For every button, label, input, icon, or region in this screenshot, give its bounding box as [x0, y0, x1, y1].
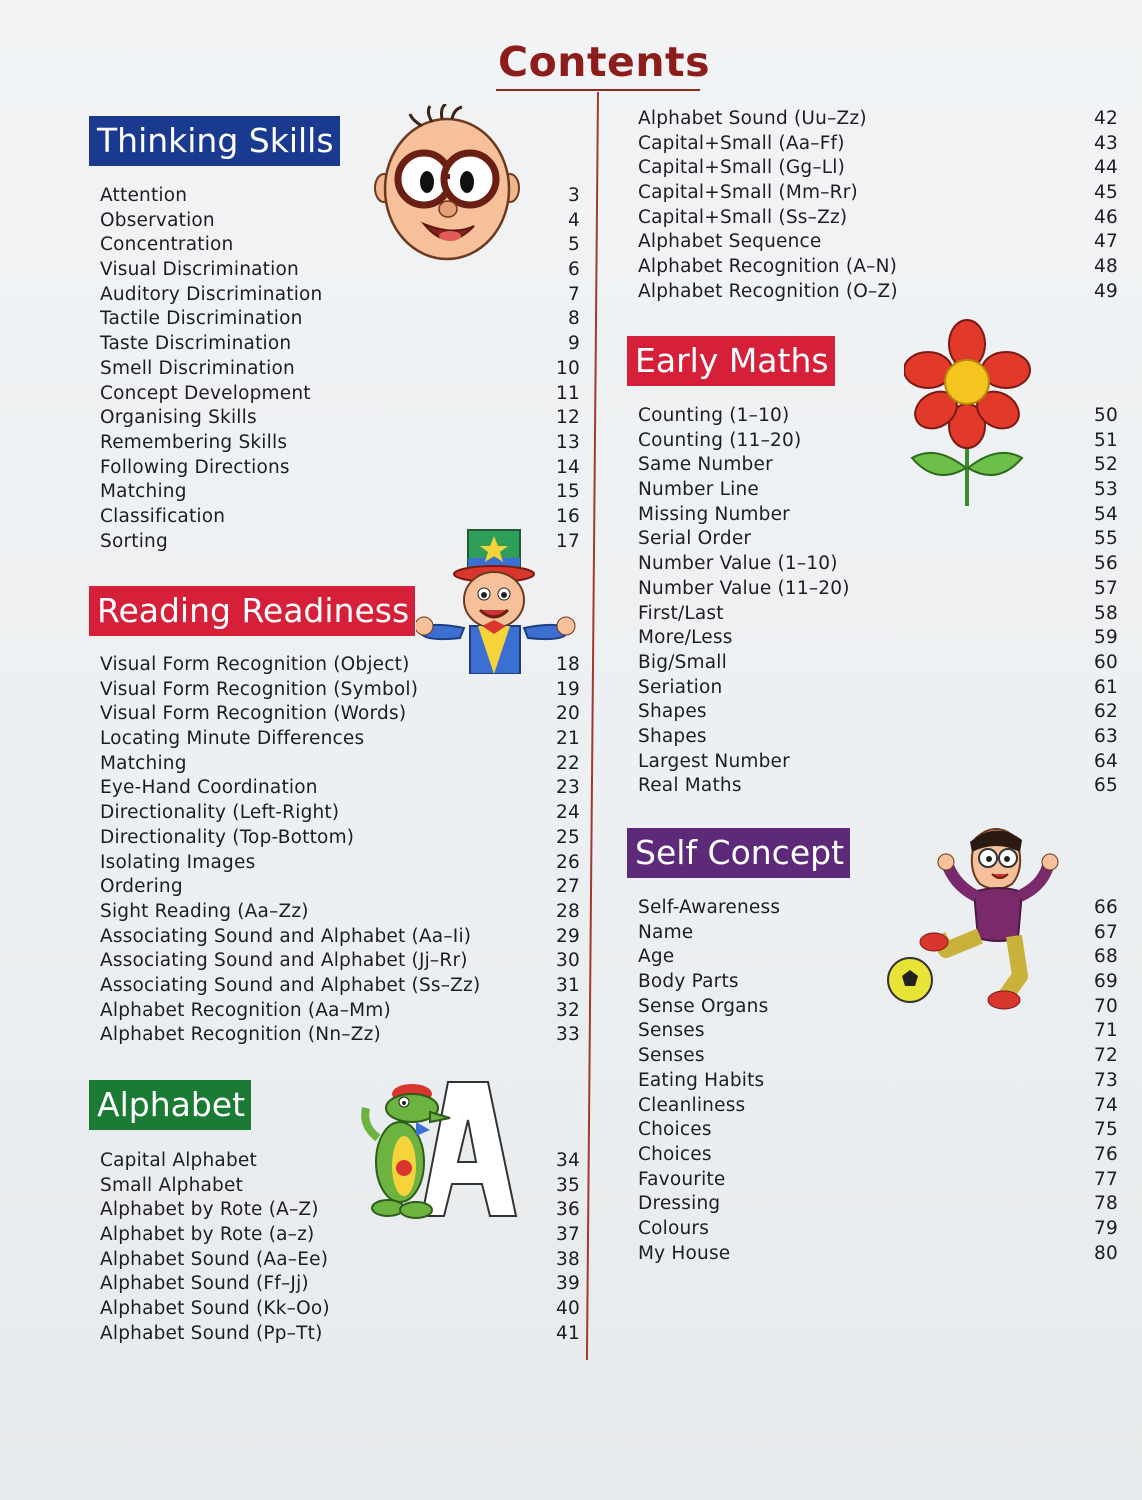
toc-entry-page-number: 3: [568, 185, 580, 206]
toc-entry: [638, 651, 1118, 676]
toc-entry-title: Number Line: [638, 479, 759, 501]
toc-entry-page-number: 44: [1094, 157, 1118, 179]
toc-entry: [638, 429, 1118, 454]
toc-entry-title: Choices: [638, 1143, 712, 1165]
toc-entry-title: Locating Minute Differences: [100, 728, 365, 750]
toc-entry-page-number: 39: [556, 1273, 580, 1295]
toc-entry: [638, 1143, 1118, 1168]
toc-entry-title: Visual Form Recognition (Object): [100, 654, 410, 675]
toc-entry-title: Number Value (1–10): [638, 553, 838, 575]
toc-entry-page-number: 74: [1094, 1094, 1118, 1116]
toc-entry: [638, 478, 1118, 503]
toc-entry: [100, 332, 580, 357]
toc-entry-title: Capital+Small (Gg–Ll): [638, 157, 846, 179]
toc-entry-title: Largest Number: [638, 750, 790, 772]
clown-illustration: [416, 528, 576, 674]
toc-entry-page-number: 69: [1094, 971, 1118, 993]
toc-entry: [100, 1248, 580, 1273]
toc-entry-title: Alphabet Sound (Aa–Ee): [100, 1248, 329, 1270]
toc-entry-page-number: 41: [556, 1322, 580, 1344]
toc-entry: [100, 431, 580, 456]
toc-entry: [638, 280, 1118, 305]
toc-entry: [638, 774, 1118, 799]
toc-entry: [100, 801, 580, 826]
toc-entry-title: Capital Alphabet: [100, 1150, 257, 1171]
toc-entry: [100, 826, 580, 851]
toc-entry-page-number: 40: [556, 1298, 580, 1320]
toc-entry-title: Counting (1–10): [638, 405, 790, 426]
toc-entry-title: Age: [638, 946, 675, 968]
toc-entry-title: Alphabet Sound (Uu–Zz): [638, 108, 867, 129]
toc-entry: [100, 900, 580, 925]
toc-entry-title: Taste Discrimination: [100, 333, 292, 355]
toc-entry: [100, 999, 580, 1024]
toc-list: [100, 653, 580, 1048]
toc-entry: [638, 1217, 1118, 1242]
toc-entry-title: Ordering: [100, 876, 183, 898]
toc-entry: [638, 156, 1118, 181]
toc-entry-title: Associating Sound and Alphabet (Jj–Rr): [100, 950, 468, 972]
toc-entry: [100, 456, 580, 481]
toc-entry: [638, 1094, 1118, 1119]
toc-entry-page-number: 45: [1094, 182, 1118, 204]
toc-entry: [638, 577, 1118, 602]
toc-entry-title: Alphabet Sequence: [638, 231, 822, 253]
toc-list: [638, 107, 1118, 305]
toc-entry-title: Alphabet Sound (Kk–Oo): [100, 1298, 330, 1320]
toc-entry-page-number: 42: [1094, 108, 1118, 129]
toc-entry-page-number: 64: [1094, 750, 1118, 772]
toc-entry: [100, 307, 580, 332]
toc-entry-title: Eye-Hand Coordination: [100, 777, 318, 799]
toc-entry: [100, 875, 580, 900]
toc-entry-page-number: 36: [556, 1199, 580, 1221]
toc-entry-title: More/Less: [638, 627, 733, 649]
toc-entry: [100, 505, 580, 530]
cartoon-face-illustration: [372, 104, 522, 266]
toc-entry-title: Matching: [100, 481, 187, 503]
toc-entry-page-number: 51: [1094, 429, 1118, 451]
toc-entry-title: Serial Order: [638, 528, 752, 550]
toc-entry: [100, 1223, 580, 1248]
toc-entry-title: Observation: [100, 209, 215, 231]
toc-entry-title: Sense Organs: [638, 995, 769, 1017]
toc-entry: [638, 626, 1118, 651]
toc-entry-title: Self-Awareness: [638, 897, 781, 918]
toc-entry: [638, 503, 1118, 528]
toc-entry-title: Associating Sound and Alphabet (Aa–Ii): [100, 925, 472, 947]
toc-entry-title: Associating Sound and Alphabet (Ss–Zz): [100, 974, 481, 996]
toc-entry-page-number: 78: [1094, 1193, 1118, 1215]
toc-entry: [638, 676, 1118, 701]
toc-entry-page-number: 59: [1094, 627, 1118, 649]
toc-entry: [638, 206, 1118, 231]
toc-entry-page-number: 26: [556, 851, 580, 873]
boy-football-illustration: [880, 818, 1076, 1014]
toc-entry-title: Visual Discrimination: [100, 259, 299, 281]
toc-entry-title: Smell Discrimination: [100, 357, 295, 379]
toc-entry-title: Classification: [100, 505, 226, 527]
toc-entry-title: Organising Skills: [100, 407, 257, 429]
toc-entry-title: Attention: [100, 185, 188, 206]
toc-entry-title: Sight Reading (Aa–Zz): [100, 900, 309, 922]
toc-entry-page-number: 8: [568, 308, 580, 330]
toc-entry-page-number: 12: [556, 407, 580, 429]
toc-entry-page-number: 34: [556, 1150, 580, 1171]
toc-entry-title: Isolating Images: [100, 851, 256, 873]
toc-entry: [100, 283, 580, 308]
toc-entry: [100, 776, 580, 801]
toc-entry-page-number: 9: [568, 333, 580, 355]
toc-entry-page-number: 46: [1094, 206, 1118, 228]
toc-entry-page-number: 23: [556, 777, 580, 799]
toc-entry-page-number: 56: [1094, 553, 1118, 575]
toc-entry-page-number: 27: [556, 876, 580, 898]
toc-entry-title: Concept Development: [100, 382, 311, 404]
toc-entry-title: Directionality (Top-Bottom): [100, 826, 355, 848]
toc-entry-page-number: 18: [556, 654, 580, 675]
toc-entry-page-number: 14: [556, 456, 580, 478]
toc-entry-title: Small Alphabet: [100, 1174, 244, 1196]
toc-entry: [638, 1019, 1118, 1044]
toc-entry-page-number: 65: [1094, 775, 1118, 797]
toc-entry-title: Following Directions: [100, 456, 290, 478]
toc-entry: [100, 1023, 580, 1048]
toc-entry-page-number: 77: [1094, 1168, 1118, 1190]
toc-entry-page-number: 30: [556, 950, 580, 972]
toc-entry-title: Choices: [638, 1119, 712, 1141]
toc-entry-page-number: 22: [556, 752, 580, 774]
toc-entry: [100, 727, 580, 752]
toc-entry-title: First/Last: [638, 602, 724, 624]
toc-entry: [638, 750, 1118, 775]
toc-entry-page-number: 21: [556, 728, 580, 750]
toc-entry-page-number: 80: [1094, 1242, 1118, 1264]
toc-entry-title: Dressing: [638, 1193, 721, 1215]
toc-entry-title: Same Number: [638, 454, 773, 476]
toc-entry: [638, 1242, 1118, 1267]
toc-entry-title: Alphabet by Rote (a–z): [100, 1224, 315, 1246]
toc-entry-page-number: 48: [1094, 256, 1118, 278]
toc-entry: [638, 1044, 1118, 1069]
toc-entry-title: Seriation: [638, 676, 723, 698]
toc-entry: [100, 357, 580, 382]
toc-entry-title: Name: [638, 921, 694, 943]
toc-entry: [638, 527, 1118, 552]
crocodile-letter-a-illustration: [360, 1058, 530, 1226]
toc-entry-page-number: 76: [1094, 1143, 1118, 1165]
toc-entry: [100, 406, 580, 431]
toc-entry-page-number: 35: [556, 1174, 580, 1196]
toc-entry: [638, 255, 1118, 280]
toc-entry-page-number: 15: [556, 481, 580, 503]
toc-entry-title: Real Maths: [638, 775, 742, 797]
toc-entry: [638, 700, 1118, 725]
toc-entry-title: Tactile Discrimination: [100, 308, 303, 330]
toc-entry-title: Visual Form Recognition (Symbol): [100, 678, 419, 700]
toc-list: [638, 404, 1118, 799]
toc-entry: [100, 1297, 580, 1322]
toc-entry-title: Concentration: [100, 234, 234, 256]
toc-entry: [638, 552, 1118, 577]
toc-entry-page-number: 20: [556, 703, 580, 725]
toc-entry: [100, 702, 580, 727]
toc-entry-title: Capital+Small (Mm–Rr): [638, 182, 858, 204]
toc-entry-title: Alphabet Recognition (Aa–Mm): [100, 999, 391, 1021]
toc-entry-page-number: 62: [1094, 701, 1118, 723]
toc-entry-page-number: 47: [1094, 231, 1118, 253]
toc-entry-title: Alphabet Sound (Ff–Jj): [100, 1273, 309, 1295]
toc-entry-page-number: 75: [1094, 1119, 1118, 1141]
toc-entry-page-number: 53: [1094, 479, 1118, 501]
toc-entry-page-number: 79: [1094, 1217, 1118, 1239]
toc-entry-page-number: 16: [556, 505, 580, 527]
toc-entry-page-number: 49: [1094, 280, 1118, 302]
toc-entry-page-number: 67: [1094, 921, 1118, 943]
toc-entry-title: Capital+Small (Aa–Ff): [638, 132, 845, 154]
toc-entry-page-number: 4: [568, 209, 580, 231]
toc-entry: [638, 181, 1118, 206]
toc-entry-page-number: 72: [1094, 1045, 1118, 1067]
toc-entry-page-number: 32: [556, 999, 580, 1021]
toc-entry: [100, 1272, 580, 1297]
toc-entry: [638, 404, 1118, 429]
toc-entry-page-number: 31: [556, 974, 580, 996]
toc-entry: [638, 107, 1118, 132]
toc-entry-page-number: 19: [556, 678, 580, 700]
toc-entry: [100, 678, 580, 703]
toc-entry-title: Eating Habits: [638, 1069, 765, 1091]
title-underline: [496, 89, 700, 91]
toc-entry: [100, 851, 580, 876]
toc-entry-title: Remembering Skills: [100, 431, 288, 453]
toc-entry: [638, 1118, 1118, 1143]
toc-entry-title: Missing Number: [638, 503, 790, 525]
toc-entry: [638, 725, 1118, 750]
toc-entry-page-number: 54: [1094, 503, 1118, 525]
toc-entry: [100, 949, 580, 974]
toc-entry-title: Senses: [638, 1045, 705, 1067]
toc-entry-page-number: 7: [568, 283, 580, 305]
toc-entry-page-number: 43: [1094, 132, 1118, 154]
toc-entry-page-number: 11: [556, 382, 580, 404]
toc-entry: [100, 752, 580, 777]
toc-entry-page-number: 63: [1094, 725, 1118, 747]
toc-entry-page-number: 24: [556, 802, 580, 824]
toc-entry-title: Alphabet Recognition (Nn–Zz): [100, 1024, 381, 1046]
toc-entry-page-number: 38: [556, 1248, 580, 1270]
toc-entry: [638, 132, 1118, 157]
toc-entry-title: Alphabet Sound (Pp–Tt): [100, 1322, 323, 1344]
toc-entry-title: Matching: [100, 752, 187, 774]
toc-entry-page-number: 70: [1094, 995, 1118, 1017]
toc-entry-title: Colours: [638, 1217, 710, 1239]
toc-entry-page-number: 29: [556, 925, 580, 947]
flower-illustration: [904, 318, 1034, 508]
toc-entry-page-number: 6: [568, 259, 580, 281]
toc-entry: [638, 602, 1118, 627]
toc-entry-title: Number Value (11–20): [638, 577, 850, 599]
toc-entry-page-number: 17: [556, 530, 580, 552]
toc-entry-title: Capital+Small (Ss–Zz): [638, 206, 848, 228]
toc-entry-title: Shapes: [638, 725, 707, 747]
toc-entry-page-number: 55: [1094, 528, 1118, 550]
toc-entry: [638, 1168, 1118, 1193]
toc-entry-title: Cleanliness: [638, 1094, 746, 1116]
toc-entry-title: Alphabet by Rote (A–Z): [100, 1199, 319, 1221]
section-heading: Alphabet: [89, 1080, 251, 1130]
toc-entry: [638, 230, 1118, 255]
toc-entry-title: Big/Small: [638, 651, 727, 673]
toc-entry-page-number: 13: [556, 431, 580, 453]
toc-entry-page-number: 28: [556, 900, 580, 922]
toc-entry: [100, 382, 580, 407]
toc-entry-title: Alphabet Recognition (A–N): [638, 256, 898, 278]
toc-entry-page-number: 52: [1094, 454, 1118, 476]
toc-entry-page-number: 57: [1094, 577, 1118, 599]
toc-entry-title: Auditory Discrimination: [100, 283, 323, 305]
section-heading: Reading Readiness: [89, 586, 415, 636]
toc-entry-page-number: 10: [556, 357, 580, 379]
toc-entry: [638, 453, 1118, 478]
toc-entry-page-number: 73: [1094, 1069, 1118, 1091]
toc-entry-title: Senses: [638, 1020, 705, 1042]
toc-entry-page-number: 5: [568, 234, 580, 256]
toc-entry-page-number: 61: [1094, 676, 1118, 698]
toc-entry: [638, 1192, 1118, 1217]
column-divider: [586, 92, 599, 1360]
toc-entry-title: Counting (11–20): [638, 429, 802, 451]
toc-entry-title: Favourite: [638, 1168, 726, 1190]
toc-entry-title: Body Parts: [638, 971, 739, 993]
toc-entry: [638, 1069, 1118, 1094]
toc-entry-page-number: 60: [1094, 651, 1118, 673]
toc-entry: [100, 974, 580, 999]
page-title: Contents: [498, 38, 711, 86]
toc-entry-title: Alphabet Recognition (O–Z): [638, 280, 898, 302]
section-heading: Early Maths: [627, 336, 835, 386]
toc-entry-page-number: 58: [1094, 602, 1118, 624]
toc-entry-page-number: 71: [1094, 1020, 1118, 1042]
toc-entry-title: Sorting: [100, 530, 168, 552]
toc-entry-title: Shapes: [638, 701, 707, 723]
toc-entry: [100, 925, 580, 950]
toc-entry-page-number: 68: [1094, 946, 1118, 968]
toc-entry-title: Visual Form Recognition (Words): [100, 703, 407, 725]
toc-entry: [100, 480, 580, 505]
section-heading: Thinking Skills: [89, 116, 340, 166]
toc-entry-page-number: 50: [1094, 405, 1118, 426]
toc-entry-title: My House: [638, 1242, 731, 1264]
toc-entry: [100, 1322, 580, 1347]
toc-entry-page-number: 66: [1094, 897, 1118, 918]
toc-entry-page-number: 37: [556, 1224, 580, 1246]
toc-entry-page-number: 33: [556, 1024, 580, 1046]
toc-entry-title: Directionality (Left-Right): [100, 802, 340, 824]
toc-entry-page-number: 25: [556, 826, 580, 848]
section-heading: Self Concept: [627, 828, 850, 878]
